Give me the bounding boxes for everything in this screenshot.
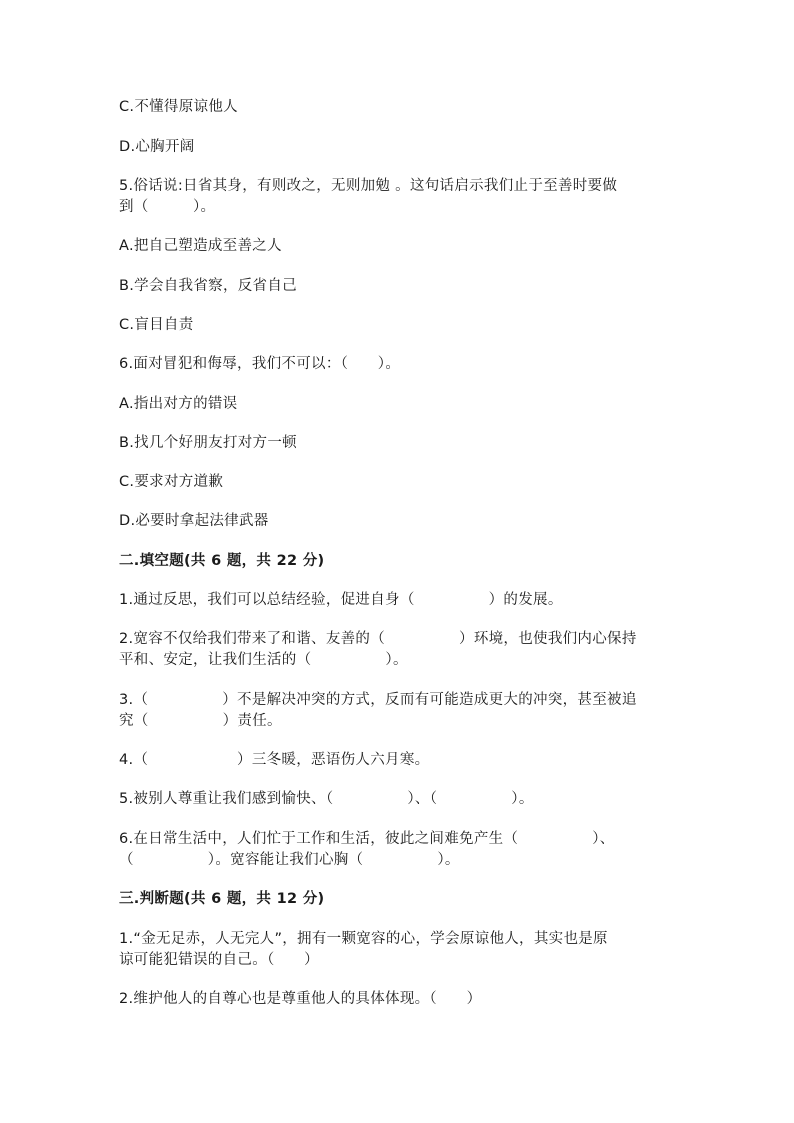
- judge-q1-line2: 谅可能犯错误的自己。（ ）: [119, 952, 319, 968]
- fill-q1: 1.通过反思，我们可以总结经验，促进自身（ ）的发展。: [119, 592, 563, 608]
- fill-q6-line2: （ ）。宽容能让我们心胸（ ）。: [119, 852, 460, 868]
- q5-stem-line1: 5.俗话说:日省其身，有则改之，无则加勉 。这句话启示我们止于至善时要做: [119, 178, 618, 194]
- fill-q2-line2: 平和、安定，让我们生活的（ ）。: [119, 652, 408, 668]
- q6-option-d: D.必要时拿起法律武器: [119, 513, 269, 529]
- fill-q5: 5.被别人尊重让我们感到愉快、（ ）、（ ）。: [119, 791, 534, 807]
- q6-option-c: C.要求对方道歉: [119, 474, 224, 490]
- fill-q3-line2: 究（ ）责任。: [119, 713, 282, 729]
- q5-stem-line2: 到（ ）。: [119, 199, 216, 215]
- q5-option-a: A.把自己塑造成至善之人: [119, 238, 282, 254]
- q5-option-c: C.盲目自责: [119, 317, 194, 333]
- fill-q6-line1: 6.在日常生活中，人们忙于工作和生活，彼此之间难免产生（ ）、: [119, 831, 615, 847]
- judge-q1-line1: 1.“金无足赤，人无完人”，拥有一颗宽容的心，学会原谅他人，其实也是原: [119, 931, 608, 947]
- fill-q3-line1: 3.（ ）不是解决冲突的方式，反而有可能造成更大的冲突，甚至被追: [119, 692, 637, 708]
- judge-section-heading: 三.判断题(共 6 题，共 12 分): [119, 891, 325, 907]
- q5-option-b: B.学会自我省察，反省自己: [119, 278, 297, 294]
- fill-section-heading: 二.填空题(共 6 题，共 22 分): [119, 553, 325, 569]
- q6-option-b: B.找几个好朋友打对方一顿: [119, 435, 297, 451]
- judge-q2: 2.维护他人的自尊心也是尊重他人的具体体现。（ ）: [119, 991, 482, 1007]
- q4-option-d: D.心胸开阔: [119, 139, 195, 155]
- q4-option-c: C.不懂得原谅他人: [119, 99, 238, 115]
- fill-q4: 4.（ ）三冬暖，恶语伤人六月寒。: [119, 752, 430, 768]
- q6-option-a: A.指出对方的错误: [119, 396, 238, 412]
- q6-stem: 6.面对冒犯和侮辱，我们不可以：（ ）。: [119, 356, 401, 372]
- fill-q2-line1: 2.宽容不仅给我们带来了和谐、友善的（ ）环境，也使我们内心保持: [119, 631, 637, 647]
